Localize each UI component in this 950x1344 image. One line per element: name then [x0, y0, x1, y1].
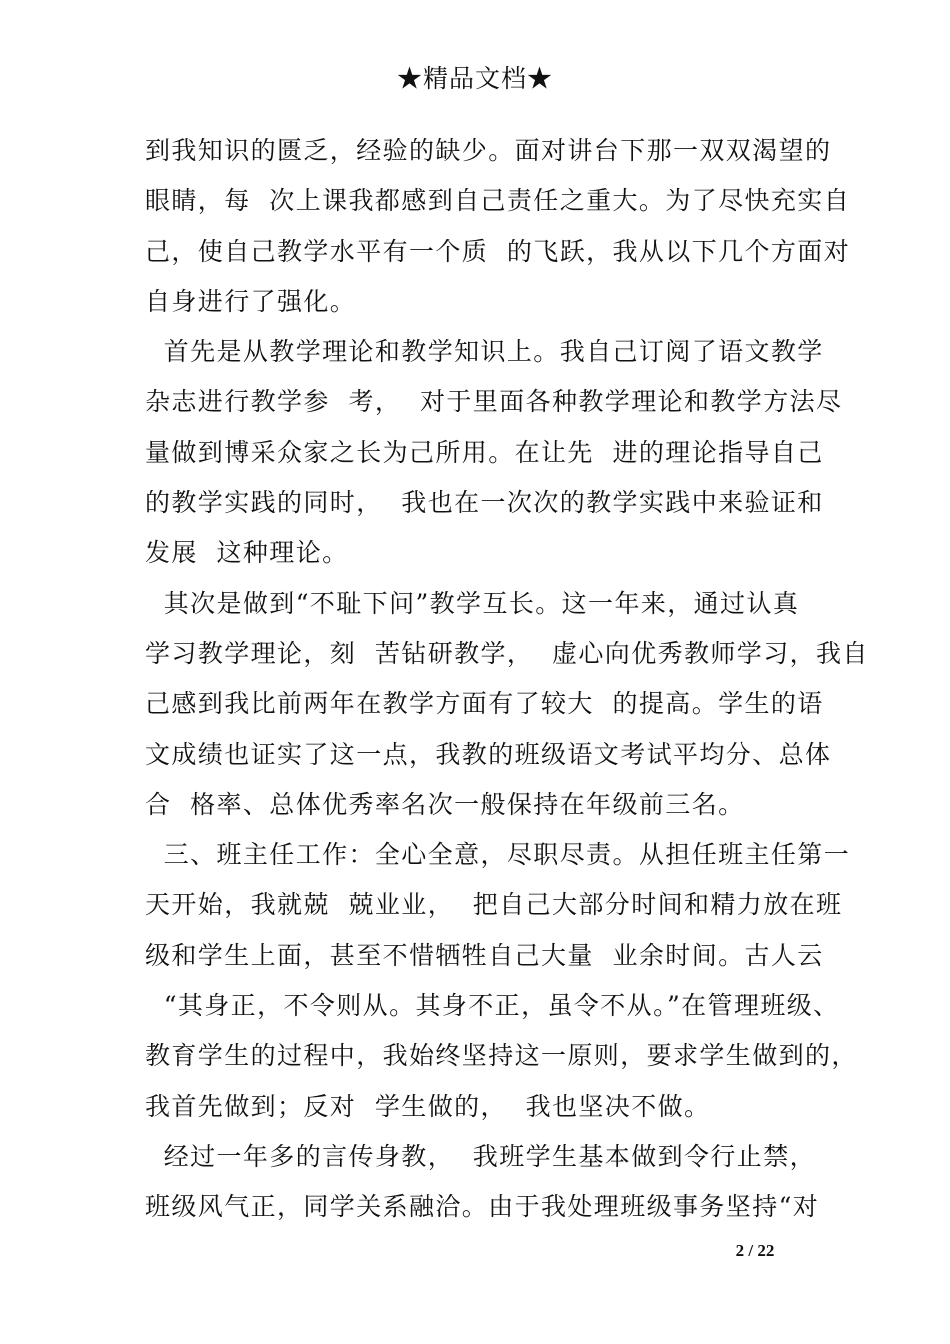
text-line: 级和学生上面，甚至不惜牺牲自己大量 业余时间。古人云	[145, 940, 824, 970]
text-line: “其身正，不令则从。其身不正，虽令不从。”在管理班级、	[145, 991, 840, 1021]
text-line: 首先是从教学理论和教学知识上。我自己订阅了语文教学	[145, 337, 824, 367]
text-line: 三、班主任工作：全心全意，尽职尽责。从担任班主任第一	[145, 840, 851, 870]
text-line: 文成绩也证实了这一点，我教的班级语文考试平均分、总体	[145, 739, 832, 769]
text-line: 班级风气正，同学关系融洽。由于我处理班级事务坚持“对	[145, 1192, 820, 1222]
text-line: 天开始，我就兢 兢业业， 把自己大部分时间和精力放在班	[145, 890, 843, 920]
text-line: 合 格率、总体优秀率名次一般保持在年级前三名。	[145, 789, 745, 819]
text-line: 的教学实践的同时， 我也在一次次的教学实践中来验证和	[145, 488, 824, 518]
text-line: 经过一年多的言传身教， 我班学生基本做到令行止禁，	[145, 1141, 816, 1171]
text-line: 教育学生的过程中，我始终坚持这一原则，要求学生做到的，	[145, 1041, 858, 1071]
text-line: 我首先做到；反对 学生做的， 我也坚决不做。	[145, 1091, 711, 1121]
text-line: 到我知识的匮乏，经验的缺少。面对讲台下那一双双渴望的	[145, 136, 832, 165]
text-line: 量做到博采众家之长为己所用。在让先 进的理论指导自己	[145, 437, 824, 467]
page-header-title: ★精品文档★	[396, 64, 553, 93]
text-line: 杂志进行教学参 考， 对于里面各种教学理论和教学方法尽	[145, 387, 843, 417]
document-body	[145, 126, 869, 1233]
text-line: 眼睛，每 次上课我都感到自己责任之重大。为了尽快充实自	[145, 186, 851, 216]
text-line: 己，使自己教学水平有一个质 的飞跃，我从以下几个方面对	[145, 236, 851, 266]
text-line: 发展 这种理论。	[145, 538, 349, 568]
text-line: 自身进行了强化。	[145, 286, 357, 316]
page-number: 2 / 22	[735, 1241, 775, 1260]
text-line: 其次是做到“不耻下问”教学互长。这一年来，通过认真	[145, 588, 800, 618]
text-line: 学习教学理论，刻 苦钻研教学， 虚心向优秀教师学习，我自	[145, 638, 869, 668]
text-line: 己感到我比前两年在教学方面有了较大 的提高。学生的语	[145, 689, 824, 719]
